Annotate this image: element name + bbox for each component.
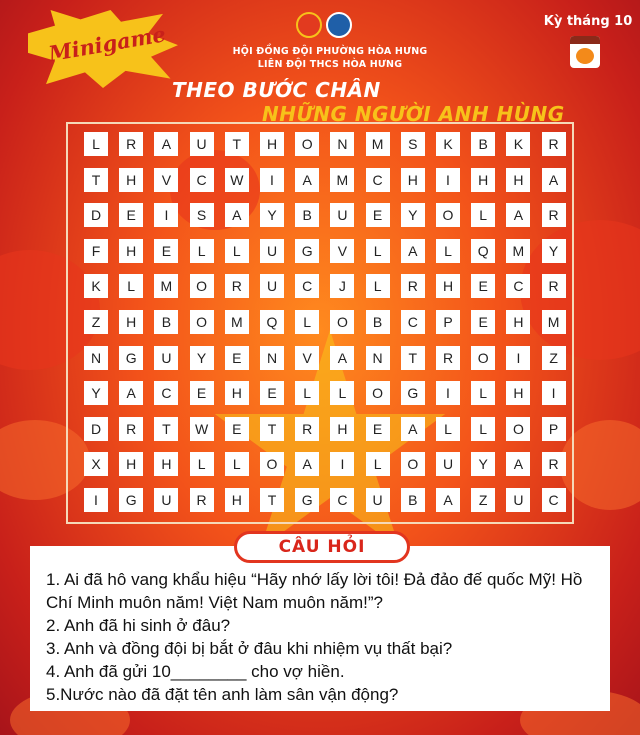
grid-cell[interactable]: A [401, 417, 425, 441]
grid-cell[interactable]: A [154, 132, 178, 156]
grid-cell[interactable]: Y [190, 346, 214, 370]
grid-cell[interactable]: G [401, 381, 425, 405]
grid-cell[interactable]: B [471, 132, 495, 156]
grid-cell[interactable]: H [471, 168, 495, 192]
pumpkin-icon [576, 48, 594, 64]
grid-cell[interactable]: R [119, 417, 143, 441]
grid-cell[interactable]: I [154, 203, 178, 227]
grid-cell[interactable]: N [260, 346, 284, 370]
grid-cell[interactable]: N [84, 346, 108, 370]
grid-cell[interactable]: A [295, 168, 319, 192]
grid-cell[interactable]: I [436, 168, 460, 192]
grid-cell[interactable]: F [84, 239, 108, 263]
grid-cell[interactable]: H [119, 239, 143, 263]
grid-cell[interactable]: R [119, 132, 143, 156]
grid-cell[interactable]: L [471, 203, 495, 227]
grid-cell[interactable]: V [330, 239, 354, 263]
grid-cell[interactable]: Q [471, 239, 495, 263]
grid-cell[interactable]: H [436, 274, 460, 298]
grid-cell[interactable]: Y [260, 203, 284, 227]
grid-cell[interactable]: Z [84, 310, 108, 334]
organization-logos [296, 12, 352, 38]
grid-cell[interactable]: H [401, 168, 425, 192]
grid-cell[interactable]: C [190, 168, 214, 192]
grid-cell[interactable]: H [260, 132, 284, 156]
grid-cell[interactable]: A [225, 203, 249, 227]
grid-cell[interactable]: L [471, 381, 495, 405]
grid-cell[interactable]: G [295, 239, 319, 263]
grid-cell[interactable]: N [366, 346, 390, 370]
grid-cell[interactable]: L [295, 310, 319, 334]
grid-cell[interactable]: T [84, 168, 108, 192]
grid-cell[interactable]: T [260, 417, 284, 441]
grid-cell[interactable]: V [295, 346, 319, 370]
grid-cell[interactable]: R [542, 203, 566, 227]
grid-cell[interactable]: R [401, 274, 425, 298]
grid-cell[interactable]: T [154, 417, 178, 441]
grid-cell[interactable]: O [471, 346, 495, 370]
grid-cell[interactable]: D [84, 203, 108, 227]
grid-cell[interactable]: C [295, 274, 319, 298]
grid-cell[interactable]: H [154, 452, 178, 476]
grid-cell[interactable]: O [295, 132, 319, 156]
grid-cell[interactable]: U [154, 346, 178, 370]
grid-cell[interactable]: R [225, 274, 249, 298]
grid-cell[interactable]: A [506, 203, 530, 227]
grid-cell[interactable]: E [366, 417, 390, 441]
organization-line-2: LIÊN ĐỘI THCS HÒA HƯNG [257, 59, 403, 70]
grid-cell[interactable]: J [330, 274, 354, 298]
title-line-2: NHỮNG NGƯỜI ANH HÙNG [262, 102, 565, 126]
grid-cell[interactable]: K [506, 132, 530, 156]
grid-cell[interactable]: I [330, 452, 354, 476]
grid-cell[interactable]: B [366, 310, 390, 334]
grid-cell[interactable]: W [190, 417, 214, 441]
grid-cell[interactable]: L [366, 239, 390, 263]
grid-cell[interactable]: R [190, 488, 214, 512]
grid-cell[interactable]: I [506, 346, 530, 370]
grid-cell[interactable]: S [401, 132, 425, 156]
episode-label: Kỳ tháng 10 [543, 14, 633, 29]
grid-cell[interactable]: U [260, 239, 284, 263]
grid-cell[interactable]: D [84, 417, 108, 441]
grid-cell[interactable]: M [542, 310, 566, 334]
grid-cell[interactable]: L [190, 452, 214, 476]
grid-cell[interactable]: R [542, 452, 566, 476]
grid-cell[interactable]: E [190, 381, 214, 405]
grid-cell[interactable]: T [260, 488, 284, 512]
question-3: 3. Anh và đồng đội bị bắt ở đâu khi nhiệm vụ thất bại? [46, 639, 453, 658]
grid-cell[interactable]: C [401, 310, 425, 334]
grid-cell[interactable]: R [436, 346, 460, 370]
grid-cell[interactable]: E [154, 239, 178, 263]
grid-cell[interactable]: L [366, 274, 390, 298]
grid-cell[interactable]: Q [260, 310, 284, 334]
grid-cell[interactable]: M [154, 274, 178, 298]
grid-cell[interactable]: B [154, 310, 178, 334]
grid-cell[interactable]: P [542, 417, 566, 441]
grid-cell[interactable]: H [330, 417, 354, 441]
grid-cell[interactable]: A [119, 381, 143, 405]
grid-cell[interactable]: I [436, 381, 460, 405]
grid-cell[interactable]: T [225, 132, 249, 156]
grid-cell[interactable]: H [506, 381, 530, 405]
grid-cell[interactable]: X [84, 452, 108, 476]
grid-cell[interactable]: H [119, 310, 143, 334]
grid-cell[interactable]: W [225, 168, 249, 192]
questions-heading: CÂU HỎI [234, 531, 410, 563]
grid-cell[interactable]: A [436, 488, 460, 512]
grid-cell[interactable]: L [436, 417, 460, 441]
grid-cell[interactable]: G [119, 346, 143, 370]
grid-cell[interactable]: P [436, 310, 460, 334]
grid-cell[interactable]: C [506, 274, 530, 298]
grid-cell[interactable]: L [84, 132, 108, 156]
pioneer-logo-icon [296, 12, 322, 38]
grid-cell[interactable]: O [366, 381, 390, 405]
grid-cell[interactable]: O [330, 310, 354, 334]
grid-cell[interactable]: M [330, 168, 354, 192]
question-2: 2. Anh đã hi sinh ở đâu? [46, 616, 231, 635]
organization-line-1: HỘI ĐỒNG ĐỘI PHƯỜNG HÒA HƯNG [232, 46, 428, 57]
grid-cell[interactable]: L [436, 239, 460, 263]
grid-cell[interactable]: N [330, 132, 354, 156]
grid-cell[interactable]: E [225, 346, 249, 370]
grid-cell[interactable]: G [119, 488, 143, 512]
word-search-grid [84, 132, 562, 512]
grid-cell[interactable]: A [542, 168, 566, 192]
grid-cell[interactable]: L [119, 274, 143, 298]
question-1: 1. Ai đã hô vang khẩu hiệu “Hãy nhớ lấy lời tôi! Đả đảo đế quốc Mỹ! Hồ Chí Minh muôn năm! Việt Nam muôn năm!”? [46, 570, 583, 612]
minigame-badge-text: Minigame [46, 21, 168, 67]
grid-cell[interactable]: V [154, 168, 178, 192]
grid-cell[interactable]: U [366, 488, 390, 512]
grid-cell[interactable]: C [542, 488, 566, 512]
grid-cell[interactable]: U [154, 488, 178, 512]
grid-cell[interactable]: B [401, 488, 425, 512]
grid-cell[interactable]: O [436, 203, 460, 227]
grid-cell[interactable]: E [225, 417, 249, 441]
grid-cell[interactable]: A [506, 452, 530, 476]
school-logo-icon [326, 12, 352, 38]
title-line-1: THEO BƯỚC CHÂN [172, 78, 381, 102]
grid-cell[interactable]: B [295, 203, 319, 227]
grid-cell[interactable]: E [366, 203, 390, 227]
grid-cell[interactable]: I [84, 488, 108, 512]
grid-cell[interactable]: H [119, 168, 143, 192]
grid-cell[interactable]: R [542, 274, 566, 298]
grid-cell[interactable]: E [471, 274, 495, 298]
grid-cell[interactable]: O [190, 310, 214, 334]
grid-cell[interactable]: Y [542, 239, 566, 263]
grid-cell[interactable]: L [471, 417, 495, 441]
grid-cell[interactable]: T [401, 346, 425, 370]
grid-cell[interactable]: I [542, 381, 566, 405]
grid-cell[interactable]: K [436, 132, 460, 156]
grid-cell[interactable]: A [401, 239, 425, 263]
grid-cell[interactable]: M [366, 132, 390, 156]
grid-cell[interactable]: Z [542, 346, 566, 370]
grid-cell[interactable]: O [260, 452, 284, 476]
grid-cell[interactable]: C [330, 488, 354, 512]
grid-cell[interactable]: H [506, 310, 530, 334]
grid-cell[interactable]: U [330, 203, 354, 227]
grid-cell[interactable]: L [366, 452, 390, 476]
grid-cell[interactable]: Y [471, 452, 495, 476]
grid-cell[interactable]: R [542, 132, 566, 156]
grid-cell[interactable]: H [506, 168, 530, 192]
grid-cell[interactable]: U [506, 488, 530, 512]
grid-cell[interactable]: L [330, 381, 354, 405]
grid-cell[interactable]: U [436, 452, 460, 476]
grid-cell[interactable]: E [119, 203, 143, 227]
grid-cell[interactable]: Y [84, 381, 108, 405]
grid-cell[interactable]: C [154, 381, 178, 405]
grid-cell[interactable]: I [260, 168, 284, 192]
grid-cell[interactable]: H [225, 488, 249, 512]
grid-cell[interactable]: R [295, 417, 319, 441]
grid-cell[interactable]: G [295, 488, 319, 512]
grid-cell[interactable]: L [225, 452, 249, 476]
question-5: 5.Nước nào đã đặt tên anh làm sân vận động? [46, 685, 399, 704]
grid-cell[interactable]: O [401, 452, 425, 476]
grid-cell[interactable]: O [190, 274, 214, 298]
grid-cell[interactable]: O [506, 417, 530, 441]
grid-cell[interactable]: L [190, 239, 214, 263]
grid-cell[interactable]: U [260, 274, 284, 298]
grid-cell[interactable]: K [84, 274, 108, 298]
question-4: 4. Anh đã gửi 10________ cho vợ hiền. [46, 662, 345, 681]
grid-cell[interactable]: L [225, 239, 249, 263]
grid-cell[interactable]: A [330, 346, 354, 370]
grid-cell[interactable]: Y [401, 203, 425, 227]
grid-cell[interactable]: C [366, 168, 390, 192]
grid-cell[interactable]: H [225, 381, 249, 405]
grid-cell[interactable]: Z [471, 488, 495, 512]
grid-cell[interactable]: L [295, 381, 319, 405]
grid-cell[interactable]: M [225, 310, 249, 334]
grid-cell[interactable]: A [295, 452, 319, 476]
grid-cell[interactable]: S [190, 203, 214, 227]
calendar-pumpkin-icon [570, 36, 600, 68]
grid-cell[interactable]: M [506, 239, 530, 263]
grid-cell[interactable]: E [260, 381, 284, 405]
grid-cell[interactable]: H [119, 452, 143, 476]
questions-list [46, 568, 606, 706]
grid-cell[interactable]: E [471, 310, 495, 334]
grid-cell[interactable]: U [190, 132, 214, 156]
